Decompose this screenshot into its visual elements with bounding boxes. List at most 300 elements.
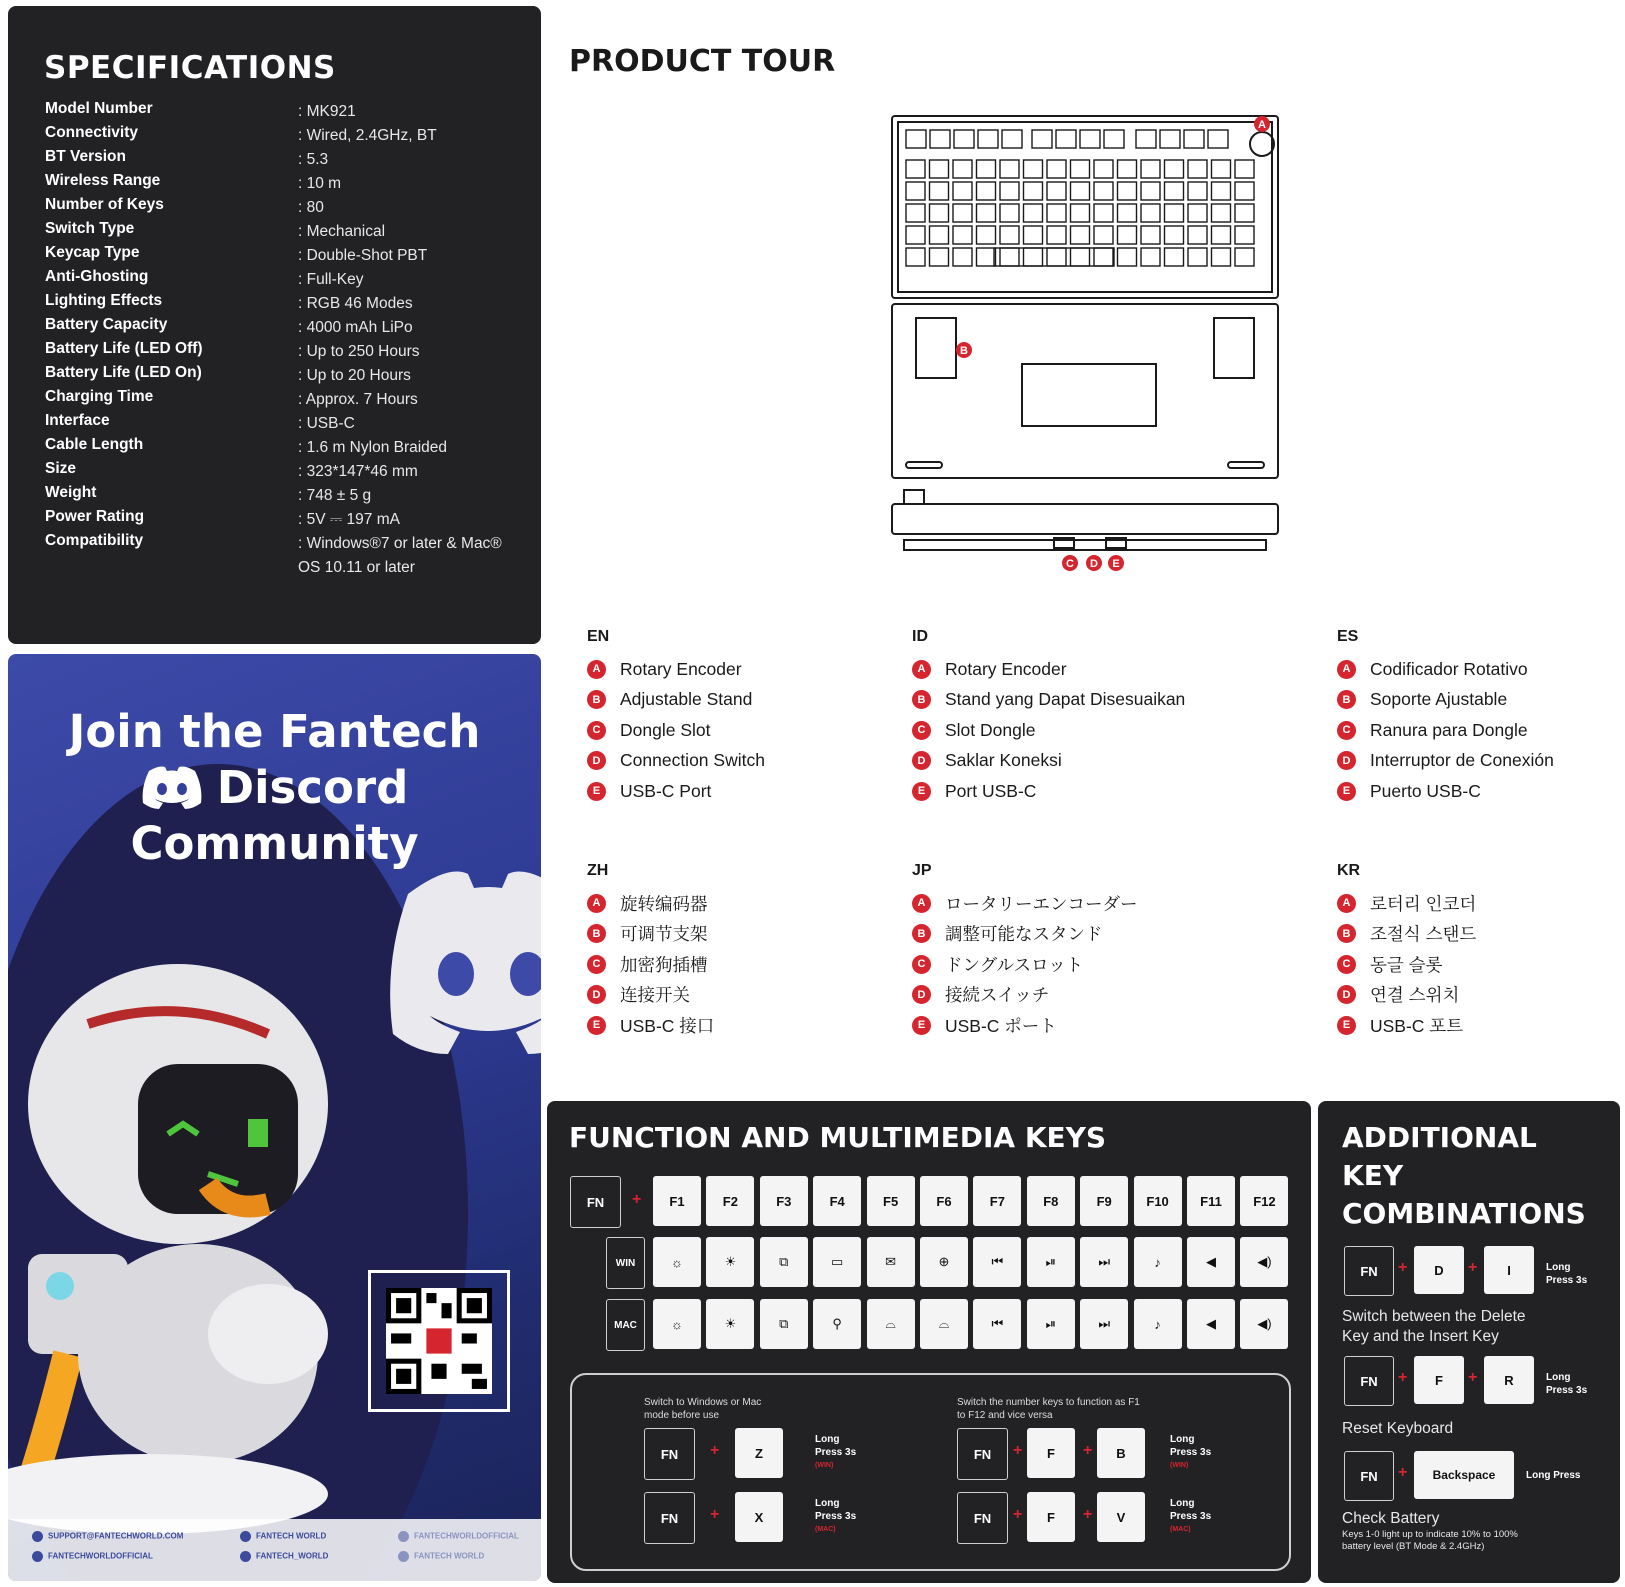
legend-item bbox=[587, 654, 887, 685]
legend-item bbox=[1337, 715, 1625, 746]
keycap bbox=[1071, 226, 1090, 244]
qr-code[interactable] bbox=[368, 1270, 510, 1412]
keycap bbox=[1188, 182, 1207, 200]
spec-row bbox=[45, 436, 525, 460]
reset-keyboard-desc: Reset Keyboard bbox=[1342, 1420, 1454, 1437]
key-f12: F12 bbox=[1240, 1176, 1288, 1226]
legend-label: 连接开关 bbox=[620, 985, 690, 1006]
spec-label: Size bbox=[45, 460, 77, 477]
keycap bbox=[1212, 160, 1231, 178]
keycap bbox=[906, 160, 925, 178]
keycap bbox=[1165, 182, 1184, 200]
legend-item bbox=[912, 776, 1212, 807]
callout-badge: C bbox=[1337, 955, 1356, 974]
legend-item bbox=[912, 715, 1212, 746]
function-keys-panel: FUNCTION AND MULTIMEDIA KEYS FN + WIN MAC F1 ☼ ☼ F2 ☀ ☀ F3 ⧉ ⧉ F4 ▭ ⚲ F5 ✉ ⌓ F6 ⊕ ⌓ F7 ⏮ ⏮ F8 ⏯ ⏯ F9 ⏭ ⏭ F10 ♪ ♪ F11 ◀ ◀ F12 ◀) ◀) Switch to Windows or Mac mode before use Switch the number keys to function as F1 to F12 and vice versa FN + Z Long Press 3s (WIN) FN + X Long Press 3s (MAC) FN + F + B Long Press 3s (WIN) FN + F + V Long Press 3s (MAC) bbox=[547, 1101, 1311, 1583]
callout-badge: D bbox=[912, 985, 931, 1004]
language-code: EN bbox=[587, 628, 610, 645]
spec-row bbox=[45, 100, 525, 124]
legend-label: 연결 스위치 bbox=[1370, 985, 1460, 1006]
callout-badge: B bbox=[1337, 690, 1356, 709]
long-press-label: Long Press bbox=[1526, 1470, 1581, 1481]
legend-label: Adjustable Stand bbox=[620, 689, 753, 710]
legend-label: Port USB-C bbox=[945, 780, 1037, 801]
footer-instagram-link[interactable]: FANTECHWORLDOFFICIAL bbox=[32, 1551, 153, 1562]
legend-label: 可调节支架 bbox=[620, 924, 708, 945]
keycap bbox=[1141, 160, 1160, 178]
keycap bbox=[1032, 130, 1052, 148]
spec-label: Wireless Range bbox=[45, 172, 161, 189]
callout-badge: D bbox=[1337, 751, 1356, 770]
discord-title-line2 bbox=[8, 760, 541, 816]
legend-item bbox=[1337, 776, 1625, 807]
keycap bbox=[954, 130, 974, 148]
key-f6: F6 bbox=[920, 1176, 968, 1226]
keycap bbox=[1141, 204, 1160, 222]
legend-zh bbox=[587, 862, 887, 1041]
check-battery-desc: Check Battery bbox=[1342, 1510, 1440, 1527]
mac-media-f10: ♪ bbox=[1134, 1299, 1182, 1349]
legend-label: Puerto USB-C bbox=[1370, 780, 1481, 801]
legend-item bbox=[912, 949, 1212, 980]
keycap bbox=[953, 248, 972, 266]
footer-youtube-link[interactable]: FANTECHWORLDOFFICIAL bbox=[398, 1531, 519, 1542]
keycap bbox=[906, 248, 925, 266]
spec-value: : Wired, 2.4GHz, BT bbox=[298, 127, 437, 144]
callout-badge: A bbox=[912, 660, 931, 679]
keycap bbox=[1000, 204, 1019, 222]
spec-value: : Full-Key bbox=[298, 271, 364, 288]
battery-note: Keys 1-0 light up to indicate 10% to 100% battery level (BT Mode & 2.4GHz) bbox=[1342, 1529, 1518, 1552]
keycap bbox=[1118, 160, 1137, 178]
win-media-f2: ☀ bbox=[706, 1237, 754, 1287]
fn-key: FN bbox=[570, 1176, 621, 1228]
key-f8: F8 bbox=[1027, 1176, 1075, 1226]
keycap bbox=[978, 130, 998, 148]
robot-mascot-icon bbox=[8, 934, 368, 1534]
spec-value: : Mechanical bbox=[298, 223, 386, 240]
spec-label: Power Rating bbox=[45, 508, 145, 525]
mac-media-f6: ⌓ bbox=[920, 1299, 968, 1349]
keycap bbox=[1104, 130, 1124, 148]
callout-badge: D bbox=[587, 985, 606, 1004]
legend-label: ドングルスロット bbox=[945, 954, 1084, 975]
legend-label: Connection Switch bbox=[620, 750, 765, 771]
keycap bbox=[953, 226, 972, 244]
callout-badge: C bbox=[1337, 721, 1356, 740]
win-media-f3: ⧉ bbox=[760, 1237, 808, 1287]
legend-label: Saklar Koneksi bbox=[945, 750, 1062, 771]
callout-badge: A bbox=[912, 894, 931, 913]
combo-key: F bbox=[1027, 1492, 1075, 1542]
mac-media-f7: ⏮ bbox=[973, 1299, 1021, 1349]
legend-item bbox=[1337, 919, 1625, 950]
long-press-label: Long Press 3s (MAC) bbox=[815, 1498, 857, 1533]
keycap bbox=[977, 160, 996, 178]
legend-item bbox=[1337, 685, 1625, 716]
specifications-panel bbox=[8, 6, 541, 644]
keycap bbox=[1188, 160, 1207, 178]
callout-badge: B bbox=[912, 690, 931, 709]
keycap bbox=[1047, 204, 1066, 222]
keycap bbox=[1118, 248, 1137, 266]
legend-label: USB-C ポート bbox=[945, 1015, 1057, 1036]
function-keys-title: FUNCTION AND MULTIMEDIA KEYS bbox=[569, 1121, 1107, 1154]
spec-label: BT Version bbox=[45, 148, 126, 165]
specifications-title: SPECIFICATIONS bbox=[44, 50, 336, 86]
keycap bbox=[930, 248, 949, 266]
discord-title bbox=[8, 704, 541, 872]
combo-key: X bbox=[735, 1492, 783, 1542]
callout-e: E bbox=[1112, 558, 1120, 570]
legend-item bbox=[1337, 949, 1625, 980]
fn-key: FN bbox=[957, 1492, 1008, 1544]
legend-label: Ranura para Dongle bbox=[1370, 719, 1528, 740]
callout-badge: D bbox=[587, 751, 606, 770]
spec-row bbox=[45, 220, 525, 244]
r-key: R bbox=[1484, 1356, 1534, 1404]
keycap bbox=[1188, 204, 1207, 222]
keycap bbox=[1208, 130, 1228, 148]
legend-label: Codificador Rotativo bbox=[1370, 658, 1528, 679]
spec-value: : 5V ⎓ 197 mA bbox=[298, 511, 400, 528]
keycap bbox=[1047, 160, 1066, 178]
win-media-f7: ⏮ bbox=[973, 1237, 1021, 1287]
mac-media-f12: ◀) bbox=[1240, 1299, 1288, 1349]
legend-en bbox=[587, 628, 887, 807]
discord-title-line3: Community bbox=[130, 817, 419, 870]
callout-badge: C bbox=[587, 721, 606, 740]
keycap bbox=[1071, 204, 1090, 222]
legend-item bbox=[1337, 888, 1625, 919]
win-media-f11: ◀ bbox=[1187, 1237, 1235, 1287]
key-f9: F9 bbox=[1080, 1176, 1128, 1226]
mac-media-f5: ⌓ bbox=[867, 1299, 915, 1349]
win-media-f10: ♪ bbox=[1134, 1237, 1182, 1287]
callout-badge: E bbox=[1337, 782, 1356, 801]
keycap bbox=[953, 204, 972, 222]
keycap bbox=[1094, 204, 1113, 222]
win-media-f5: ✉ bbox=[867, 1237, 915, 1287]
callout-b: B bbox=[960, 345, 968, 357]
keycap bbox=[1141, 226, 1160, 244]
win-media-f6: ⊕ bbox=[920, 1237, 968, 1287]
legend-kr bbox=[1337, 862, 1625, 1041]
keycap bbox=[1080, 130, 1100, 148]
mac-media-f3: ⧉ bbox=[760, 1299, 808, 1349]
win-media-f1: ☼ bbox=[653, 1237, 701, 1287]
keycap bbox=[1141, 182, 1160, 200]
key-f7: F7 bbox=[973, 1176, 1021, 1226]
spec-row bbox=[45, 316, 525, 340]
callout-badge: A bbox=[587, 660, 606, 679]
legend-label: Rotary Encoder bbox=[945, 658, 1067, 679]
mac-media-f4: ⚲ bbox=[813, 1299, 861, 1349]
spec-label: Keycap Type bbox=[45, 244, 140, 261]
footer-tiktok-link[interactable]: FANTECH WORLD bbox=[398, 1551, 484, 1562]
spec-label: Charging Time bbox=[45, 388, 154, 405]
mac-media-f11: ◀ bbox=[1187, 1299, 1235, 1349]
keycap bbox=[953, 160, 972, 178]
spec-row bbox=[45, 244, 525, 268]
spec-label: Interface bbox=[45, 412, 110, 429]
fn-key: FN bbox=[1344, 1451, 1394, 1501]
keycap bbox=[1094, 160, 1113, 178]
keycap bbox=[1047, 248, 1066, 266]
legend-label: 接続スイッチ bbox=[945, 985, 1050, 1006]
spec-row bbox=[45, 484, 525, 508]
spec-row bbox=[45, 388, 525, 412]
keycap bbox=[953, 182, 972, 200]
keycap bbox=[906, 204, 925, 222]
callout-badge: B bbox=[1337, 924, 1356, 943]
keycap bbox=[1024, 182, 1043, 200]
legend-label: Slot Dongle bbox=[945, 719, 1036, 740]
f-key: F bbox=[1414, 1356, 1464, 1404]
keycap bbox=[1024, 160, 1043, 178]
keycap bbox=[1024, 204, 1043, 222]
keycap bbox=[1094, 182, 1113, 200]
keycap bbox=[1165, 248, 1184, 266]
language-code: JP bbox=[912, 862, 932, 879]
spec-label: Anti-Ghosting bbox=[45, 268, 149, 285]
keycap bbox=[1212, 248, 1231, 266]
keycap bbox=[1118, 226, 1137, 244]
callout-badge: A bbox=[1337, 894, 1356, 913]
fn-key: FN bbox=[1344, 1356, 1394, 1406]
keycap bbox=[1235, 160, 1254, 178]
legend-item bbox=[912, 654, 1212, 685]
callout-badge: E bbox=[587, 1016, 606, 1035]
spec-value: : Up to 20 Hours bbox=[298, 367, 411, 384]
spec-value: : Approx. 7 Hours bbox=[298, 391, 418, 408]
win-mode-key: WIN bbox=[606, 1237, 645, 1289]
callout-a: A bbox=[1258, 119, 1266, 131]
keycap bbox=[1165, 226, 1184, 244]
legend-item bbox=[587, 919, 887, 950]
keycap bbox=[1118, 182, 1137, 200]
legend-label: Soporte Ajustable bbox=[1370, 689, 1508, 710]
keycap bbox=[1136, 130, 1156, 148]
spec-label: Lighting Effects bbox=[45, 292, 163, 309]
spec-row bbox=[45, 460, 525, 484]
legend-item bbox=[587, 1010, 887, 1041]
keycap bbox=[1160, 130, 1180, 148]
keycap bbox=[1184, 130, 1204, 148]
spec-value: : 323*147*46 mm bbox=[298, 463, 418, 480]
legend-item bbox=[1337, 1010, 1625, 1041]
mac-media-f8: ⏯ bbox=[1027, 1299, 1075, 1349]
legend-item bbox=[587, 776, 887, 807]
language-code: ES bbox=[1337, 628, 1359, 645]
spec-value: : 10 m bbox=[298, 175, 342, 192]
legend-item bbox=[912, 980, 1212, 1011]
keycap bbox=[1000, 160, 1019, 178]
keycap bbox=[930, 130, 950, 148]
combo-key: V bbox=[1097, 1492, 1145, 1542]
legend-item bbox=[912, 685, 1212, 716]
d-key: D bbox=[1414, 1246, 1464, 1294]
mac-media-f2: ☀ bbox=[706, 1299, 754, 1349]
legend-label: 調整可能なスタンド bbox=[945, 924, 1103, 945]
keycap bbox=[906, 182, 925, 200]
legend-item bbox=[1337, 746, 1625, 777]
callout-badge: E bbox=[912, 1016, 931, 1035]
spec-value: : 1.6 m Nylon Braided bbox=[298, 439, 448, 456]
mac-media-f9: ⏭ bbox=[1080, 1299, 1128, 1349]
keycap bbox=[1188, 248, 1207, 266]
additional-combinations-panel: ADDITIONAL KEY COMBINATIONS FN + D + I Long Press 3s Switch between the Delete Key and the Insert Key FN + F + R Long Press 3s Reset Keyboard FN + Backspace Long Press Check Battery Keys 1-0 light up to indicate 10% to 100% battery level (BT Mode & 2.4GHz) bbox=[1318, 1101, 1620, 1583]
keycap bbox=[1235, 226, 1254, 244]
keycap bbox=[1212, 182, 1231, 200]
spec-value: : Windows®7 or later & Mac® OS 10.11 or later bbox=[298, 535, 502, 576]
spec-value: : RGB 46 Modes bbox=[298, 295, 413, 312]
keycap bbox=[1002, 130, 1022, 148]
legend-label: USB-C Port bbox=[620, 780, 712, 801]
legend-es bbox=[1337, 628, 1625, 807]
spec-label: Cable Length bbox=[45, 436, 144, 453]
keyboard-diagram bbox=[884, 108, 1286, 578]
key-f3: F3 bbox=[760, 1176, 808, 1226]
keycap bbox=[1165, 204, 1184, 222]
spec-row bbox=[45, 412, 525, 436]
keycap bbox=[977, 182, 996, 200]
language-code: KR bbox=[1337, 862, 1361, 879]
spec-label: Battery Capacity bbox=[45, 316, 168, 333]
legend-item bbox=[587, 980, 887, 1011]
footer-twitter-link[interactable]: FANTECH_WORLD bbox=[240, 1551, 328, 1562]
spec-label: Number of Keys bbox=[45, 196, 164, 213]
footer-email-link[interactable]: SUPPORT@FANTECHWORLD.COM bbox=[32, 1531, 183, 1542]
callout-badge: B bbox=[912, 924, 931, 943]
keycap bbox=[977, 204, 996, 222]
legend-label: Interruptor de Conexión bbox=[1370, 750, 1554, 771]
legend-label: 加密狗插槽 bbox=[620, 954, 708, 975]
fn-key: FN bbox=[644, 1428, 695, 1480]
keycap bbox=[1000, 182, 1019, 200]
legend-item bbox=[587, 715, 887, 746]
callout-d: D bbox=[1090, 558, 1098, 570]
legend-item bbox=[1337, 654, 1625, 685]
keycap bbox=[1235, 204, 1254, 222]
legend-id bbox=[912, 628, 1212, 807]
legend-item bbox=[587, 949, 887, 980]
legend-label: USB-C 포트 bbox=[1370, 1015, 1464, 1036]
qr-pattern-icon bbox=[386, 1288, 492, 1394]
win-media-f8: ⏯ bbox=[1027, 1237, 1075, 1287]
keycap bbox=[1235, 248, 1254, 266]
discord-footer bbox=[8, 1519, 541, 1581]
callout-badge: C bbox=[912, 955, 931, 974]
keycap bbox=[1047, 182, 1066, 200]
long-press-label: Long Press 3s (MAC) bbox=[1170, 1498, 1212, 1533]
spec-label: Battery Life (LED Off) bbox=[45, 340, 203, 357]
footer-facebook-link[interactable]: FANTECH WORLD bbox=[240, 1531, 326, 1542]
legend-label: 旋转编码器 bbox=[620, 893, 708, 914]
callout-c: C bbox=[1066, 558, 1074, 570]
spec-row bbox=[45, 340, 525, 364]
mode-note: Switch to Windows or Mac mode before use bbox=[644, 1397, 762, 1421]
legend-item bbox=[587, 888, 887, 919]
keycap bbox=[1188, 226, 1207, 244]
backspace-key: Backspace bbox=[1414, 1451, 1514, 1499]
keycap bbox=[1047, 226, 1066, 244]
legend-item bbox=[587, 685, 887, 716]
keycap bbox=[977, 248, 996, 266]
spec-label: Weight bbox=[45, 484, 97, 501]
fn-key: FN bbox=[957, 1428, 1008, 1480]
spec-value: : 5.3 bbox=[298, 151, 329, 168]
long-press-label: Long Press 3s (WIN) bbox=[815, 1434, 857, 1469]
keycap bbox=[1165, 160, 1184, 178]
keycap bbox=[1056, 130, 1076, 148]
discord-big-logo-icon bbox=[378, 864, 541, 1054]
keycap bbox=[1024, 248, 1043, 266]
spec-row bbox=[45, 532, 525, 576]
key-f2: F2 bbox=[706, 1176, 754, 1226]
keycap bbox=[1000, 248, 1019, 266]
i-key: I bbox=[1484, 1246, 1534, 1294]
keycap bbox=[1212, 226, 1231, 244]
product-tour-title: PRODUCT TOUR bbox=[569, 44, 836, 79]
win-media-f9: ⏭ bbox=[1080, 1237, 1128, 1287]
keycap bbox=[906, 130, 926, 148]
legend-label: Dongle Slot bbox=[620, 719, 711, 740]
language-code: ID bbox=[912, 628, 928, 645]
key-f11: F11 bbox=[1187, 1176, 1235, 1226]
combo-key: F bbox=[1027, 1428, 1075, 1478]
spec-row bbox=[45, 124, 525, 148]
delete-insert-desc: Switch between the Delete Key and the Insert Key bbox=[1342, 1308, 1526, 1345]
keycap bbox=[1235, 182, 1254, 200]
spec-row bbox=[45, 508, 525, 532]
discord-logo-icon bbox=[141, 765, 203, 809]
callout-badge: D bbox=[1337, 985, 1356, 1004]
keycap bbox=[1118, 204, 1137, 222]
keycap bbox=[994, 248, 1114, 266]
spec-label: Switch Type bbox=[45, 220, 135, 237]
spec-label: Compatibility bbox=[45, 532, 144, 549]
mac-mode-key: MAC bbox=[606, 1299, 645, 1351]
keycap bbox=[1000, 226, 1019, 244]
callout-badge: B bbox=[587, 924, 606, 943]
keycap bbox=[1094, 226, 1113, 244]
discord-panel bbox=[8, 654, 541, 1581]
callout-badge: A bbox=[587, 894, 606, 913]
spec-value: : Double-Shot PBT bbox=[298, 247, 428, 264]
legend-label: USB-C 接口 bbox=[620, 1015, 715, 1036]
spec-row bbox=[45, 172, 525, 196]
spec-value: : Up to 250 Hours bbox=[298, 343, 420, 360]
keycap bbox=[930, 182, 949, 200]
combo-key: Z bbox=[735, 1428, 783, 1478]
keycap bbox=[1071, 248, 1090, 266]
combo-key: B bbox=[1097, 1428, 1145, 1478]
callout-badge: B bbox=[587, 690, 606, 709]
callout-badge: A bbox=[1337, 660, 1356, 679]
keycap bbox=[1094, 248, 1113, 266]
legend-item bbox=[912, 1010, 1212, 1041]
spec-label: Battery Life (LED On) bbox=[45, 364, 202, 381]
keycap bbox=[1141, 248, 1160, 266]
win-media-f12: ◀) bbox=[1240, 1237, 1288, 1287]
keycap bbox=[977, 226, 996, 244]
legend-label: 동글 슬롯 bbox=[1370, 954, 1443, 975]
key-f1: F1 bbox=[653, 1176, 701, 1226]
keycap bbox=[930, 226, 949, 244]
additional-title: ADDITIONAL KEY COMBINATIONS bbox=[1342, 1121, 1586, 1230]
fn-key: FN bbox=[644, 1492, 695, 1544]
